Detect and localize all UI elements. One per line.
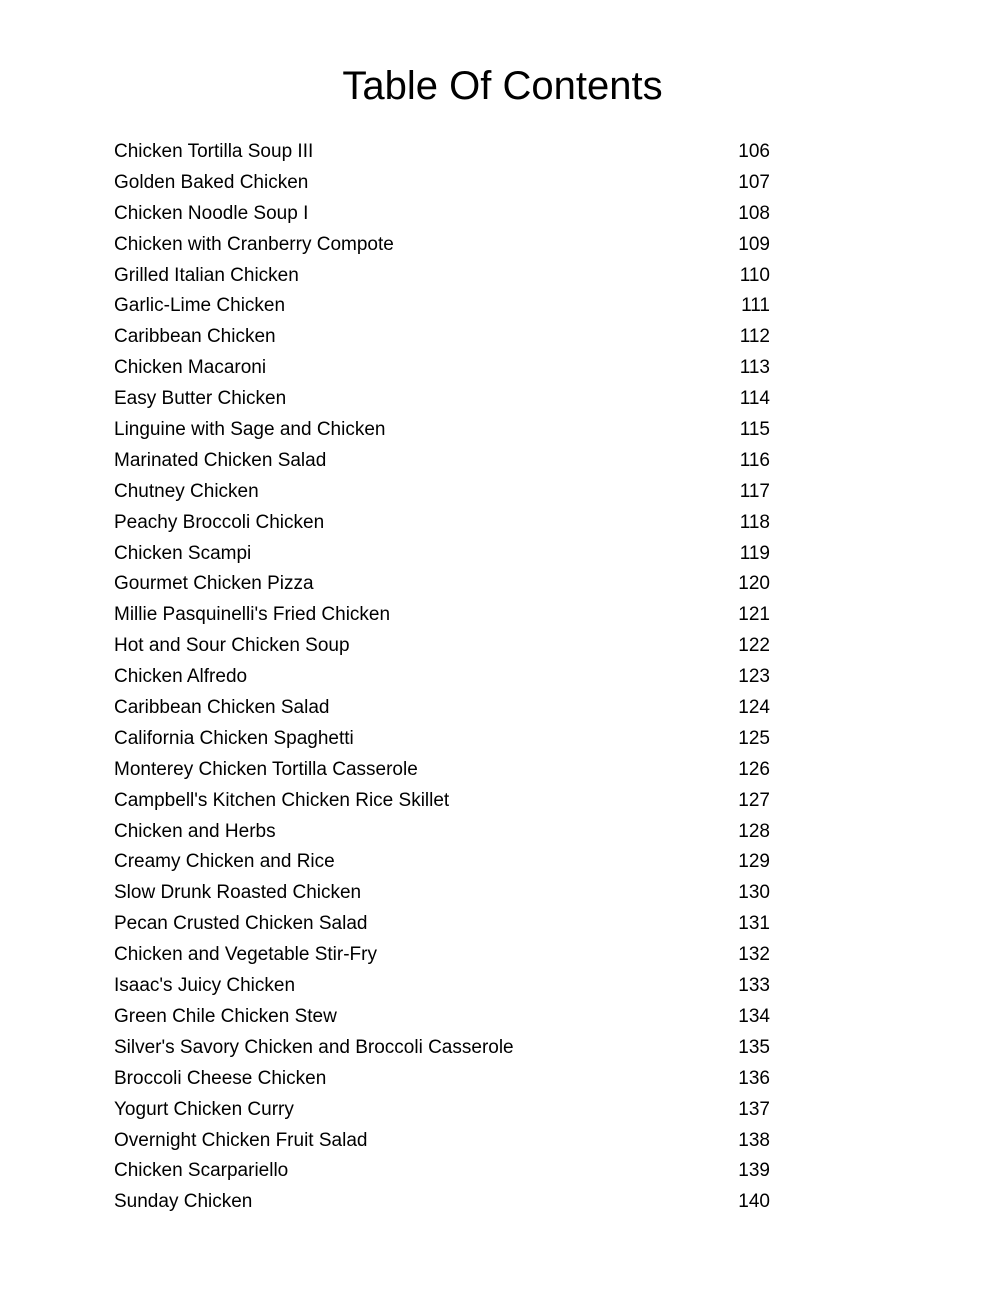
toc-entry-title: Peachy Broccoli Chicken [114, 511, 325, 533]
toc-entry-page-number: 120 [738, 573, 770, 595]
toc-entry[interactable] [114, 569, 770, 600]
toc-entry-title: Garlic-Lime Chicken [114, 295, 286, 317]
toc-entry-page-number: 125 [738, 727, 770, 749]
toc-entry-page-number: 139 [738, 1160, 770, 1182]
toc-entry-title: Pecan Crusted Chicken Salad [114, 913, 368, 935]
toc-entry[interactable] [114, 415, 770, 446]
toc-entry-title: Chicken and Vegetable Stir-Fry [114, 944, 377, 966]
toc-entry-title: Chicken Noodle Soup I [114, 202, 309, 224]
toc-entry-page-number: 116 [739, 449, 770, 471]
toc-entry[interactable] [114, 600, 770, 631]
toc-list [114, 137, 770, 1218]
toc-entry-page-number: 140 [738, 1191, 770, 1213]
toc-entry-page-number: 113 [739, 357, 770, 379]
toc-entry-title: Chicken Tortilla Soup III [114, 141, 314, 162]
toc-entry-title: Millie Pasquinelli's Fried Chicken [114, 604, 391, 626]
toc-entry[interactable] [114, 230, 770, 261]
toc-entry[interactable] [114, 878, 770, 909]
toc-entry[interactable] [114, 786, 770, 817]
toc-entry-page-number: 111 [741, 295, 770, 317]
toc-entry-title: Silver's Savory Chicken and Broccoli Casserole [114, 1036, 514, 1058]
toc-entry-page-number: 129 [738, 851, 770, 873]
toc-entry[interactable] [114, 1033, 770, 1064]
toc-entry-title: Sunday Chicken [114, 1191, 253, 1213]
toc-entry[interactable] [114, 909, 770, 940]
toc-entry-page-number: 119 [739, 542, 770, 564]
toc-entry-title: Caribbean Chicken Salad [114, 697, 330, 719]
toc-entry-page-number: 137 [738, 1098, 770, 1120]
toc-entry[interactable] [114, 384, 770, 415]
toc-entry-title: Linguine with Sage and Chicken [114, 419, 386, 441]
toc-entry[interactable] [114, 847, 770, 878]
toc-entry-page-number: 106 [738, 141, 770, 162]
toc-entry-page-number: 128 [738, 820, 770, 842]
toc-entry-title: Chutney Chicken [114, 480, 259, 502]
toc-entry-title: Golden Baked Chicken [114, 171, 309, 193]
toc-entry-page-number: 133 [738, 975, 770, 997]
toc-entry-page-number: 138 [738, 1129, 770, 1151]
toc-entry-page-number: 131 [738, 913, 770, 935]
toc-entry-title: Gourmet Chicken Pizza [114, 573, 314, 595]
toc-entry[interactable] [114, 508, 770, 539]
toc-entry-title: Overnight Chicken Fruit Salad [114, 1129, 368, 1151]
page-title: Table Of Contents [342, 64, 663, 108]
toc-entry-title: Yogurt Chicken Curry [114, 1098, 294, 1120]
toc-entry-page-number: 114 [739, 388, 770, 410]
toc-entry-title: Slow Drunk Roasted Chicken [114, 882, 362, 904]
toc-entry-title: Broccoli Cheese Chicken [114, 1067, 327, 1089]
toc-entry[interactable] [114, 353, 770, 384]
toc-entry[interactable] [114, 817, 770, 848]
toc-entry-title: Marinated Chicken Salad [114, 449, 327, 471]
toc-entry-page-number: 134 [738, 1005, 770, 1027]
toc-entry-title: Hot and Sour Chicken Soup [114, 635, 350, 657]
toc-entry-title: Green Chile Chicken Stew [114, 1005, 337, 1027]
toc-entry-page-number: 126 [738, 758, 770, 780]
toc-entry-page-number: 118 [739, 511, 770, 533]
toc-entry-page-number: 135 [738, 1036, 770, 1058]
toc-entry-title: Campbell's Kitchen Chicken Rice Skillet [114, 789, 450, 811]
toc-entry-title: Chicken with Cranberry Compote [114, 233, 394, 255]
toc-entry-page-number: 122 [738, 635, 770, 657]
toc-entry[interactable] [114, 446, 770, 477]
toc-entry[interactable] [114, 137, 770, 168]
toc-entry-title: Isaac's Juicy Chicken [114, 975, 296, 997]
toc-entry-title: Easy Butter Chicken [114, 388, 287, 410]
toc-entry-title: Creamy Chicken and Rice [114, 851, 335, 873]
toc-entry[interactable] [114, 168, 770, 199]
toc-entry-page-number: 115 [739, 419, 770, 441]
toc-entry-page-number: 124 [738, 697, 770, 719]
toc-entry[interactable] [114, 477, 770, 508]
toc-entry-page-number: 109 [738, 233, 770, 255]
toc-entry[interactable] [114, 940, 770, 971]
toc-entry-page-number: 127 [738, 789, 770, 811]
toc-entry[interactable] [114, 631, 770, 662]
toc-entry-title: Chicken Macaroni [114, 357, 267, 379]
toc-entry[interactable] [114, 1064, 770, 1095]
toc-entry-title: Caribbean Chicken [114, 326, 276, 348]
toc-entry-title: Chicken Alfredo [114, 666, 248, 688]
toc-entry-page-number: 107 [738, 171, 770, 193]
toc-entry-title: Chicken Scarpariello [114, 1160, 289, 1182]
toc-entry-page-number: 132 [738, 944, 770, 966]
toc-entry-title: Monterey Chicken Tortilla Casserole [114, 758, 418, 780]
toc-entry[interactable] [114, 662, 770, 693]
toc-entry-page-number: 112 [739, 326, 770, 348]
toc-entry[interactable] [114, 724, 770, 755]
toc-entry[interactable] [114, 322, 770, 353]
toc-entry[interactable] [114, 1095, 770, 1126]
toc-entry-page-number: 110 [739, 264, 770, 286]
toc-entry-title: Chicken Scampi [114, 542, 252, 564]
toc-entry[interactable] [114, 261, 770, 292]
toc-entry[interactable] [114, 693, 770, 724]
toc-entry-title: Grilled Italian Chicken [114, 264, 299, 286]
toc-entry-page-number: 123 [738, 666, 770, 688]
toc-entry[interactable] [114, 1187, 770, 1218]
toc-entry[interactable] [114, 199, 770, 230]
toc-entry[interactable] [114, 1156, 770, 1187]
toc-entry-page-number: 108 [738, 202, 770, 224]
toc-entry-page-number: 121 [738, 604, 770, 626]
toc-entry-page-number: 130 [738, 882, 770, 904]
toc-entry-title: California Chicken Spaghetti [114, 727, 354, 749]
toc-entry[interactable] [114, 291, 770, 322]
toc-entry[interactable] [114, 755, 770, 786]
toc-entry[interactable] [114, 1002, 770, 1033]
toc-entry-title: Chicken and Herbs [114, 820, 276, 842]
toc-entry[interactable] [114, 539, 770, 570]
toc-entry[interactable] [114, 971, 770, 1002]
toc-entry[interactable] [114, 1126, 770, 1157]
toc-entry-page-number: 136 [738, 1067, 770, 1089]
toc-entry-page-number: 117 [739, 480, 770, 502]
